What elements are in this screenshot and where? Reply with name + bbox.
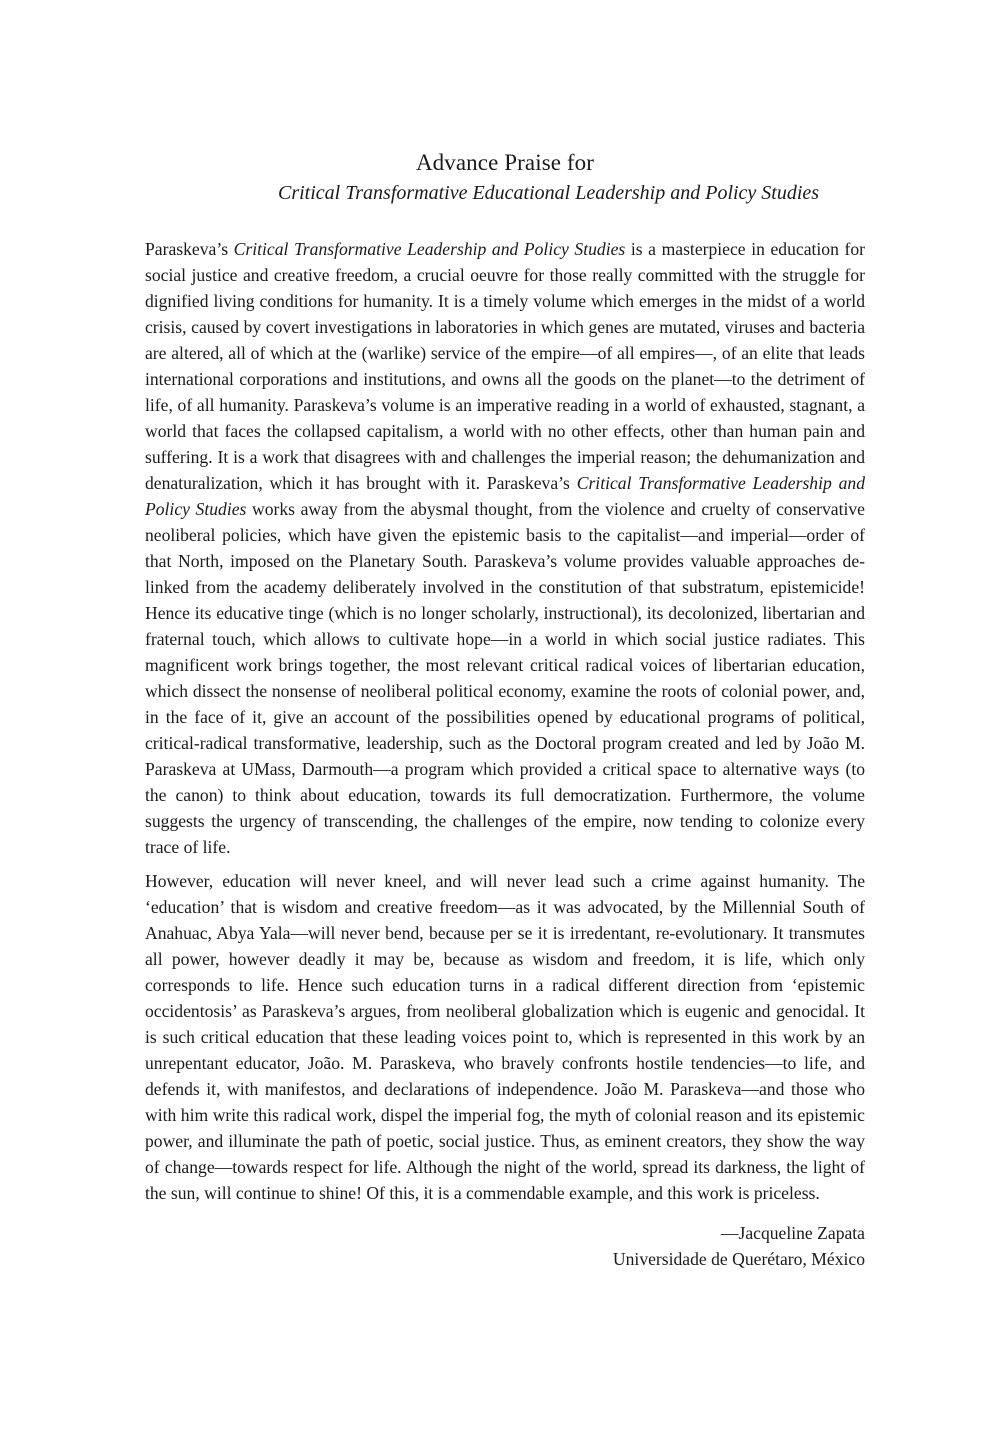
heading-block bbox=[145, 148, 865, 208]
book-title-reference: Critical Transformative Leadership and Policy Studies bbox=[233, 239, 626, 259]
author-name: —Jacqueline Zapata bbox=[720, 1223, 865, 1243]
book-subtitle: Critical Transformative Educational Leadership and Policy Studies bbox=[278, 182, 820, 204]
book-title-reference: Critical Transformative Leadership and Policy Studies bbox=[145, 473, 865, 519]
author-affiliation: Universidade de Querétaro, México bbox=[612, 1249, 865, 1269]
page-title: Advance Praise for bbox=[415, 150, 595, 175]
document-page bbox=[145, 148, 865, 1272]
paragraph-text: works away from the abysmal thought, from the violence and cruelty of conservative neoliberal policies, which have given the epistemic basis to the capitalist—and imperial—order of that North, imposed on the Planetary South. Paraskeva’s volume provides valuable approaches de-linked from the academy deliberately involved in the constitution of that substratum, epistemicide! Hence its educative tinge (which is no longer scholarly, instructional), its decolonized, libertarian and fraternal touch, which allows to cultivate hope—in a world in which social justice radiates. This magnificent work brings together, the most relevant critical radical voices of libertarian education, which dissect the nonsense of neoliberal political economy, examine the roots of colonial power, and, in the face of it, give an account of the possibilities opened by educational programs of political, critical-radical transformative, leadership, such as the Doctoral program created and led by João M. Paraskeva at UMass, Darmouth—a program which provided a critical space to alternative ways (to the canon) to think about education, towards its full democratization. Furthermore, the volume suggests the urgency of transcending, the challenges of the empire, now tending to colonize every trace of life. bbox=[145, 499, 865, 857]
praise-paragraph-1 bbox=[145, 236, 865, 860]
praise-paragraph-2: However, education will never kneel, and will never lead such a crime against humanity. The ‘education’ that is wisdom and creative freedom—as it was advocated, by the Millennial South of Anahuac, Abya Yala—will never bend, because per se it is irredentant, re-evolutionary. It transmutes all power, however deadly it may be, because as wisdom and freedom, it is life, which only corresponds to life. Hence such education turns in a radical different direction from ‘epistemic occidentosis’ as Paraskeva’s argues, from neoliberal globalization which is eugenic and genocidal. It is such critical education that these leading voices point to, which is represented in this work by an unrepentant educator, João. M. Paraskeva, who bravely confronts hostile tendencies—to life, and defends it, with manifestos, and declarations of independence. João M. Paraskeva—and those who with him write this radical work, dispel the imperial fog, the myth of colonial reason and its epistemic power, and illuminate the path of poetic, social justice. Thus, as eminent creators, they show the way of change—towards respect for life. Although the night of the world, spread its darkness, the light of the sun, will continue to shine! Of this, it is a commendable example, and this work is priceless. bbox=[145, 871, 865, 1203]
paragraph-text: is a masterpiece in education for social justice and creative freedom, a crucial oeuvre for those really committed with the struggle for dignified living conditions for humanity. It is a timely volume which emerges in the midst of a world crisis, caused by covert investigations in laboratories in which genes are mutated, viruses and bacteria are altered, all of which at the (warlike) service of the empire—of all empires—, of an elite that leads international corporations and institutions, and owns all the goods on the planet—to the detriment of life, of all humanity. Paraskeva’s volume is an imperative reading in a world of exhausted, stagnant, a world that faces the collapsed capitalism, a world with no other effects, other than human pain and suffering. It is a work that disagrees with and challenges the imperial reason; the dehumanization and denaturalization, which it has brought with it. Paraskeva’s bbox=[145, 239, 865, 493]
paragraph-lead: Paraskeva’s bbox=[145, 239, 234, 259]
attribution bbox=[145, 1220, 865, 1272]
